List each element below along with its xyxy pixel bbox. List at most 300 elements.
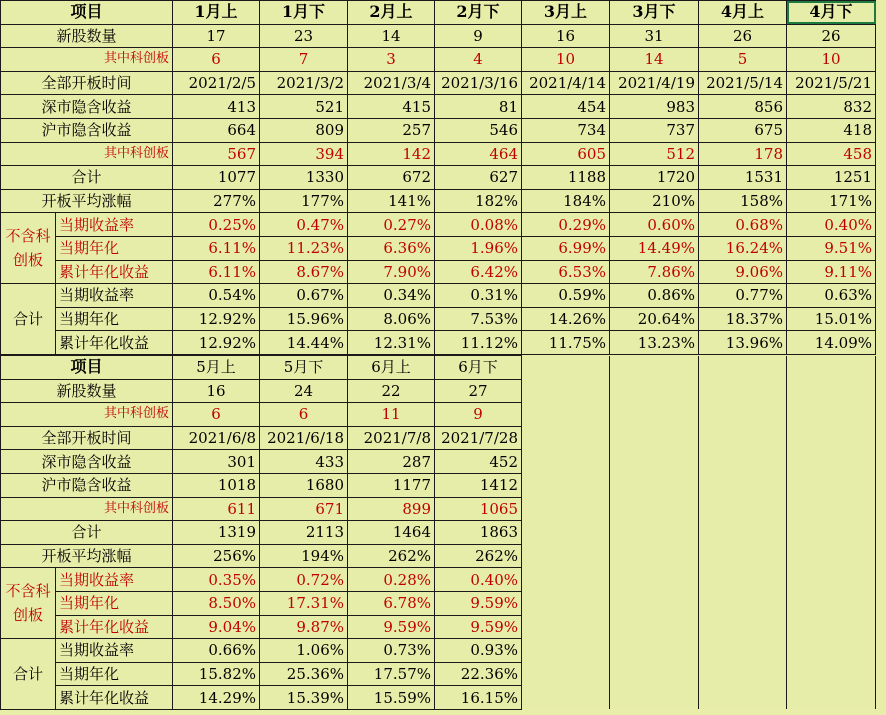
value-cell[interactable]: 0.73%	[348, 639, 435, 663]
value-cell[interactable]: 6	[173, 48, 260, 72]
empty-cell[interactable]	[699, 379, 787, 403]
value-cell[interactable]: 8.50%	[173, 591, 260, 615]
empty-cell[interactable]	[699, 356, 787, 380]
ipo-return-table-may-jun	[0, 355, 876, 710]
group-label-cell[interactable]: 不含科创板	[1, 213, 56, 284]
value-cell[interactable]: 6.53%	[522, 260, 610, 284]
empty-cell[interactable]	[610, 403, 699, 427]
row-label-cell[interactable]: 全部开板时间	[1, 71, 173, 95]
empty-cell[interactable]	[787, 591, 876, 615]
value-cell[interactable]: 9	[435, 403, 522, 427]
empty-cell[interactable]	[699, 497, 787, 521]
row-label-cell[interactable]: 合计	[1, 166, 173, 190]
empty-cell[interactable]	[787, 686, 876, 710]
row-sz-income	[1, 450, 876, 474]
period-header-cell[interactable]: 6月下	[435, 356, 522, 380]
value-cell[interactable]: 0.35%	[173, 568, 260, 592]
period-header-cell[interactable]: 4月上	[699, 1, 787, 25]
value-cell[interactable]: 1.06%	[260, 639, 348, 663]
value-cell[interactable]: 546	[435, 118, 522, 142]
row-new-count	[1, 24, 876, 48]
value-cell[interactable]: 0.34%	[348, 284, 435, 308]
period-header-cell[interactable]: 2月上	[348, 1, 435, 25]
empty-cell[interactable]	[610, 450, 699, 474]
group-label-cell[interactable]: 合计	[1, 639, 56, 710]
empty-cell[interactable]	[787, 497, 876, 521]
row-label-cell[interactable]: 深市隐含收益	[1, 95, 173, 119]
empty-cell[interactable]	[610, 686, 699, 710]
value-cell[interactable]: 15.96%	[260, 307, 348, 331]
empty-cell[interactable]	[522, 473, 610, 497]
header-row	[1, 1, 876, 25]
row-label-cell[interactable]: 其中科创板	[1, 497, 173, 521]
value-cell[interactable]: 458	[787, 142, 876, 166]
value-cell[interactable]: 2113	[260, 521, 348, 545]
empty-cell[interactable]	[699, 591, 787, 615]
period-header-cell[interactable]: 3月下	[610, 1, 699, 25]
row-avg-rise	[1, 189, 876, 213]
value-cell[interactable]: 2021/6/8	[173, 426, 260, 450]
value-cell[interactable]: 158%	[699, 189, 787, 213]
value-cell[interactable]: 277%	[173, 189, 260, 213]
row-ex-star-cum-annualized	[1, 615, 876, 639]
row-ex-star-cum-annualized	[1, 260, 876, 284]
value-cell[interactable]: 2021/2/5	[173, 71, 260, 95]
value-cell[interactable]: 415	[348, 95, 435, 119]
value-cell[interactable]: 26	[787, 24, 876, 48]
value-cell[interactable]: 14	[348, 24, 435, 48]
value-cell[interactable]: 257	[348, 118, 435, 142]
value-cell[interactable]: 17.31%	[260, 591, 348, 615]
empty-cell[interactable]	[522, 591, 610, 615]
empty-cell[interactable]	[522, 568, 610, 592]
empty-cell[interactable]	[522, 662, 610, 686]
period-header-cell[interactable]: 6月上	[348, 356, 435, 380]
value-cell[interactable]: 178	[699, 142, 787, 166]
row-all-period-return	[1, 284, 876, 308]
value-cell[interactable]: 17.57%	[348, 662, 435, 686]
value-cell[interactable]: 6.11%	[173, 260, 260, 284]
value-cell[interactable]: 1330	[260, 166, 348, 190]
row-all-cum-annualized	[1, 331, 876, 355]
value-cell[interactable]: 15.39%	[260, 686, 348, 710]
row-label-cell[interactable]: 当期年化	[56, 662, 173, 686]
value-cell[interactable]: 734	[522, 118, 610, 142]
empty-cell[interactable]	[787, 356, 876, 380]
empty-cell[interactable]	[787, 450, 876, 474]
row-label-cell[interactable]: 开板平均涨幅	[1, 544, 173, 568]
row-all-cum-annualized	[1, 686, 876, 710]
value-cell[interactable]: 1412	[435, 473, 522, 497]
value-cell[interactable]: 2021/3/16	[435, 71, 522, 95]
value-cell[interactable]: 9	[435, 24, 522, 48]
value-cell[interactable]: 2021/6/18	[260, 426, 348, 450]
row-label-cell[interactable]: 沪市隐含收益	[1, 118, 173, 142]
value-cell[interactable]: 452	[435, 450, 522, 474]
value-cell[interactable]: 301	[173, 450, 260, 474]
value-cell[interactable]: 210%	[610, 189, 699, 213]
value-cell[interactable]: 184%	[522, 189, 610, 213]
value-cell[interactable]: 464	[435, 142, 522, 166]
value-cell[interactable]: 418	[787, 118, 876, 142]
value-cell[interactable]: 31	[610, 24, 699, 48]
value-cell[interactable]: 0.67%	[260, 284, 348, 308]
value-cell[interactable]: 12.92%	[173, 307, 260, 331]
row-new-count	[1, 379, 876, 403]
value-cell[interactable]: 16.15%	[435, 686, 522, 710]
row-label-cell[interactable]: 新股数量	[1, 379, 173, 403]
value-cell[interactable]: 16	[522, 24, 610, 48]
value-cell[interactable]: 1251	[787, 166, 876, 190]
value-cell[interactable]: 171%	[787, 189, 876, 213]
value-cell[interactable]: 142	[348, 142, 435, 166]
value-cell[interactable]: 13.96%	[699, 331, 787, 355]
empty-cell[interactable]	[522, 544, 610, 568]
empty-cell[interactable]	[610, 591, 699, 615]
period-header-cell[interactable]: 5月下	[260, 356, 348, 380]
period-header-cell[interactable]: 4月下	[787, 1, 876, 25]
empty-cell[interactable]	[522, 639, 610, 663]
value-cell[interactable]: 605	[522, 142, 610, 166]
value-cell[interactable]: 1177	[348, 473, 435, 497]
value-cell[interactable]: 2021/5/14	[699, 71, 787, 95]
value-cell[interactable]: 1531	[699, 166, 787, 190]
empty-cell[interactable]	[610, 356, 699, 380]
value-cell[interactable]: 262%	[348, 544, 435, 568]
group-label-cell[interactable]: 合计	[1, 284, 56, 355]
value-cell[interactable]: 262%	[435, 544, 522, 568]
value-cell[interactable]: 8.06%	[348, 307, 435, 331]
value-cell[interactable]: 0.60%	[610, 213, 699, 237]
value-cell[interactable]: 14.09%	[787, 331, 876, 355]
value-cell[interactable]: 11	[348, 403, 435, 427]
value-cell[interactable]: 14.29%	[173, 686, 260, 710]
value-cell[interactable]: 1680	[260, 473, 348, 497]
empty-cell[interactable]	[699, 521, 787, 545]
value-cell[interactable]: 13.23%	[610, 331, 699, 355]
empty-cell[interactable]	[699, 450, 787, 474]
row-label-cell[interactable]: 累计年化收益	[56, 615, 173, 639]
value-cell[interactable]: 1018	[173, 473, 260, 497]
empty-cell[interactable]	[787, 521, 876, 545]
empty-cell[interactable]	[787, 379, 876, 403]
value-cell[interactable]: 0.68%	[699, 213, 787, 237]
empty-cell[interactable]	[522, 615, 610, 639]
value-cell[interactable]: 512	[610, 142, 699, 166]
value-cell[interactable]: 7.53%	[435, 307, 522, 331]
value-cell[interactable]: 0.28%	[348, 568, 435, 592]
empty-cell[interactable]	[522, 403, 610, 427]
value-cell[interactable]: 3	[348, 48, 435, 72]
value-cell[interactable]: 809	[260, 118, 348, 142]
value-cell[interactable]: 0.29%	[522, 213, 610, 237]
empty-cell[interactable]	[610, 521, 699, 545]
period-header-cell[interactable]: 1月上	[173, 1, 260, 25]
value-cell[interactable]: 0.25%	[173, 213, 260, 237]
value-cell[interactable]: 433	[260, 450, 348, 474]
row-ex-star-period-return	[1, 568, 876, 592]
value-cell[interactable]: 737	[610, 118, 699, 142]
empty-cell[interactable]	[787, 544, 876, 568]
row-ex-star-period-return	[1, 213, 876, 237]
value-cell[interactable]: 2021/7/8	[348, 426, 435, 450]
value-cell[interactable]: 16.24%	[699, 236, 787, 260]
value-cell[interactable]: 0.59%	[522, 284, 610, 308]
value-cell[interactable]: 671	[260, 497, 348, 521]
value-cell[interactable]: 0.93%	[435, 639, 522, 663]
empty-cell[interactable]	[787, 426, 876, 450]
empty-cell[interactable]	[522, 356, 610, 380]
empty-cell[interactable]	[787, 473, 876, 497]
empty-cell[interactable]	[610, 426, 699, 450]
empty-cell[interactable]	[610, 379, 699, 403]
empty-cell[interactable]	[699, 426, 787, 450]
value-cell[interactable]: 9.59%	[348, 615, 435, 639]
value-cell[interactable]: 17	[173, 24, 260, 48]
row-star-income	[1, 497, 876, 521]
value-cell[interactable]: 832	[787, 95, 876, 119]
row-label-cell[interactable]: 其中科创板	[1, 48, 173, 72]
row-label-cell[interactable]: 其中科创板	[1, 403, 173, 427]
value-cell[interactable]: 11.12%	[435, 331, 522, 355]
row-total	[1, 166, 876, 190]
value-cell[interactable]: 0.63%	[787, 284, 876, 308]
value-cell[interactable]: 14.26%	[522, 307, 610, 331]
value-cell[interactable]: 27	[435, 379, 522, 403]
header-row	[1, 356, 876, 380]
row-open-time	[1, 71, 876, 95]
value-cell[interactable]: 611	[173, 497, 260, 521]
empty-cell[interactable]	[610, 497, 699, 521]
value-cell[interactable]: 0.54%	[173, 284, 260, 308]
value-cell[interactable]: 899	[348, 497, 435, 521]
empty-cell[interactable]	[610, 662, 699, 686]
value-cell[interactable]: 0.77%	[699, 284, 787, 308]
empty-cell[interactable]	[787, 662, 876, 686]
row-ex-star-annualized	[1, 236, 876, 260]
empty-cell[interactable]	[787, 568, 876, 592]
value-cell[interactable]: 18.37%	[699, 307, 787, 331]
value-cell[interactable]: 14.44%	[260, 331, 348, 355]
value-cell[interactable]: 0.40%	[787, 213, 876, 237]
value-cell[interactable]: 11.75%	[522, 331, 610, 355]
value-cell[interactable]: 6	[260, 403, 348, 427]
value-cell[interactable]: 24	[260, 379, 348, 403]
row-label-cell[interactable]: 开板平均涨幅	[1, 189, 173, 213]
value-cell[interactable]: 9.04%	[173, 615, 260, 639]
row-all-annualized	[1, 307, 876, 331]
empty-cell[interactable]	[699, 403, 787, 427]
row-label-cell[interactable]: 当期收益率	[56, 639, 173, 663]
value-cell[interactable]: 141%	[348, 189, 435, 213]
value-cell[interactable]: 675	[699, 118, 787, 142]
value-cell[interactable]: 413	[173, 95, 260, 119]
value-cell[interactable]: 6.78%	[348, 591, 435, 615]
value-cell[interactable]: 627	[435, 166, 522, 190]
value-cell[interactable]: 6.42%	[435, 260, 522, 284]
empty-cell[interactable]	[787, 639, 876, 663]
row-label-cell[interactable]: 新股数量	[1, 24, 173, 48]
row-label-cell[interactable]: 累计年化收益	[56, 686, 173, 710]
value-cell[interactable]: 1077	[173, 166, 260, 190]
value-cell[interactable]: 22.36%	[435, 662, 522, 686]
value-cell[interactable]: 664	[173, 118, 260, 142]
row-sz-income	[1, 95, 876, 119]
row-label-cell[interactable]: 当期年化	[56, 307, 173, 331]
value-cell[interactable]: 287	[348, 450, 435, 474]
value-cell[interactable]: 9.87%	[260, 615, 348, 639]
value-cell[interactable]: 0.31%	[435, 284, 522, 308]
empty-cell[interactable]	[522, 686, 610, 710]
value-cell[interactable]: 0.86%	[610, 284, 699, 308]
value-cell[interactable]: 8.67%	[260, 260, 348, 284]
empty-cell[interactable]	[522, 379, 610, 403]
value-cell[interactable]: 1065	[435, 497, 522, 521]
row-label-cell[interactable]: 当期年化	[56, 591, 173, 615]
empty-cell[interactable]	[610, 615, 699, 639]
period-header-cell[interactable]: 1月下	[260, 1, 348, 25]
value-cell[interactable]: 6.11%	[173, 236, 260, 260]
empty-cell[interactable]	[699, 568, 787, 592]
value-cell[interactable]: 256%	[173, 544, 260, 568]
value-cell[interactable]: 10	[522, 48, 610, 72]
group-label-cell[interactable]: 不含科创板	[1, 568, 56, 639]
empty-cell[interactable]	[610, 544, 699, 568]
value-cell[interactable]: 454	[522, 95, 610, 119]
value-cell[interactable]: 20.64%	[610, 307, 699, 331]
value-cell[interactable]: 1.96%	[435, 236, 522, 260]
value-cell[interactable]: 25.36%	[260, 662, 348, 686]
value-cell[interactable]: 15.82%	[173, 662, 260, 686]
value-cell[interactable]: 16	[173, 379, 260, 403]
value-cell[interactable]: 1863	[435, 521, 522, 545]
value-cell[interactable]: 81	[435, 95, 522, 119]
value-cell[interactable]: 856	[699, 95, 787, 119]
empty-cell[interactable]	[522, 450, 610, 474]
value-cell[interactable]: 2021/5/21	[787, 71, 876, 95]
row-label-cell[interactable]: 全部开板时间	[1, 426, 173, 450]
value-cell[interactable]: 15.59%	[348, 686, 435, 710]
value-cell[interactable]: 521	[260, 95, 348, 119]
row-label-cell[interactable]: 沪市隐含收益	[1, 473, 173, 497]
value-cell[interactable]: 7.90%	[348, 260, 435, 284]
empty-cell[interactable]	[699, 639, 787, 663]
empty-cell[interactable]	[699, 544, 787, 568]
row-label-cell[interactable]: 当期年化	[56, 236, 173, 260]
value-cell[interactable]: 9.59%	[435, 615, 522, 639]
period-header-cell[interactable]: 3月上	[522, 1, 610, 25]
value-cell[interactable]: 2021/4/14	[522, 71, 610, 95]
row-label-cell[interactable]: 累计年化收益	[56, 260, 173, 284]
value-cell[interactable]: 1319	[173, 521, 260, 545]
value-cell[interactable]: 9.11%	[787, 260, 876, 284]
row-label-cell[interactable]: 当期收益率	[56, 284, 173, 308]
value-cell[interactable]: 5	[699, 48, 787, 72]
empty-cell[interactable]	[522, 521, 610, 545]
value-cell[interactable]: 23	[260, 24, 348, 48]
value-cell[interactable]: 10	[787, 48, 876, 72]
row-all-annualized	[1, 662, 876, 686]
header-label-cell[interactable]: 项目	[1, 356, 173, 380]
row-label-cell[interactable]: 深市隐含收益	[1, 450, 173, 474]
value-cell[interactable]: 6.36%	[348, 236, 435, 260]
value-cell[interactable]: 0.27%	[348, 213, 435, 237]
period-header-cell[interactable]: 5月上	[173, 356, 260, 380]
row-sh-income	[1, 473, 876, 497]
value-cell[interactable]: 11.23%	[260, 236, 348, 260]
row-label-cell[interactable]: 合计	[1, 521, 173, 545]
value-cell[interactable]: 1188	[522, 166, 610, 190]
row-label-cell[interactable]: 当期收益率	[56, 568, 173, 592]
value-cell[interactable]: 9.51%	[787, 236, 876, 260]
empty-cell[interactable]	[610, 639, 699, 663]
empty-cell[interactable]	[699, 473, 787, 497]
value-cell[interactable]: 4	[435, 48, 522, 72]
value-cell[interactable]: 0.47%	[260, 213, 348, 237]
empty-cell[interactable]	[522, 497, 610, 521]
value-cell[interactable]: 7.86%	[610, 260, 699, 284]
value-cell[interactable]: 2021/7/28	[435, 426, 522, 450]
value-cell[interactable]: 177%	[260, 189, 348, 213]
row-star-income	[1, 142, 876, 166]
value-cell[interactable]: 0.72%	[260, 568, 348, 592]
value-cell[interactable]: 7	[260, 48, 348, 72]
value-cell[interactable]: 1720	[610, 166, 699, 190]
value-cell[interactable]: 15.01%	[787, 307, 876, 331]
value-cell[interactable]: 9.06%	[699, 260, 787, 284]
value-cell[interactable]: 14	[610, 48, 699, 72]
empty-cell[interactable]	[610, 568, 699, 592]
value-cell[interactable]: 6.99%	[522, 236, 610, 260]
row-star-count	[1, 403, 876, 427]
header-label-cell[interactable]: 项目	[1, 1, 173, 25]
empty-cell[interactable]	[699, 686, 787, 710]
empty-cell[interactable]	[787, 615, 876, 639]
empty-cell[interactable]	[522, 426, 610, 450]
row-all-period-return	[1, 639, 876, 663]
value-cell[interactable]: 22	[348, 379, 435, 403]
empty-cell[interactable]	[699, 615, 787, 639]
value-cell[interactable]: 567	[173, 142, 260, 166]
value-cell[interactable]: 12.92%	[173, 331, 260, 355]
empty-cell[interactable]	[610, 473, 699, 497]
value-cell[interactable]: 983	[610, 95, 699, 119]
value-cell[interactable]: 6	[173, 403, 260, 427]
row-label-cell[interactable]: 当期收益率	[56, 213, 173, 237]
value-cell[interactable]: 26	[699, 24, 787, 48]
value-cell[interactable]: 2021/4/19	[610, 71, 699, 95]
value-cell[interactable]: 0.40%	[435, 568, 522, 592]
empty-cell[interactable]	[787, 403, 876, 427]
row-label-cell[interactable]: 累计年化收益	[56, 331, 173, 355]
value-cell[interactable]: 14.49%	[610, 236, 699, 260]
value-cell[interactable]: 2021/3/2	[260, 71, 348, 95]
value-cell[interactable]: 0.66%	[173, 639, 260, 663]
value-cell[interactable]: 394	[260, 142, 348, 166]
row-label-cell[interactable]: 其中科创板	[1, 142, 173, 166]
value-cell[interactable]: 12.31%	[348, 331, 435, 355]
value-cell[interactable]: 9.59%	[435, 591, 522, 615]
value-cell[interactable]: 182%	[435, 189, 522, 213]
empty-cell[interactable]	[699, 662, 787, 686]
period-header-cell[interactable]: 2月下	[435, 1, 522, 25]
value-cell[interactable]: 194%	[260, 544, 348, 568]
value-cell[interactable]: 1464	[348, 521, 435, 545]
row-avg-rise	[1, 544, 876, 568]
value-cell[interactable]: 0.08%	[435, 213, 522, 237]
value-cell[interactable]: 672	[348, 166, 435, 190]
value-cell[interactable]: 2021/3/4	[348, 71, 435, 95]
